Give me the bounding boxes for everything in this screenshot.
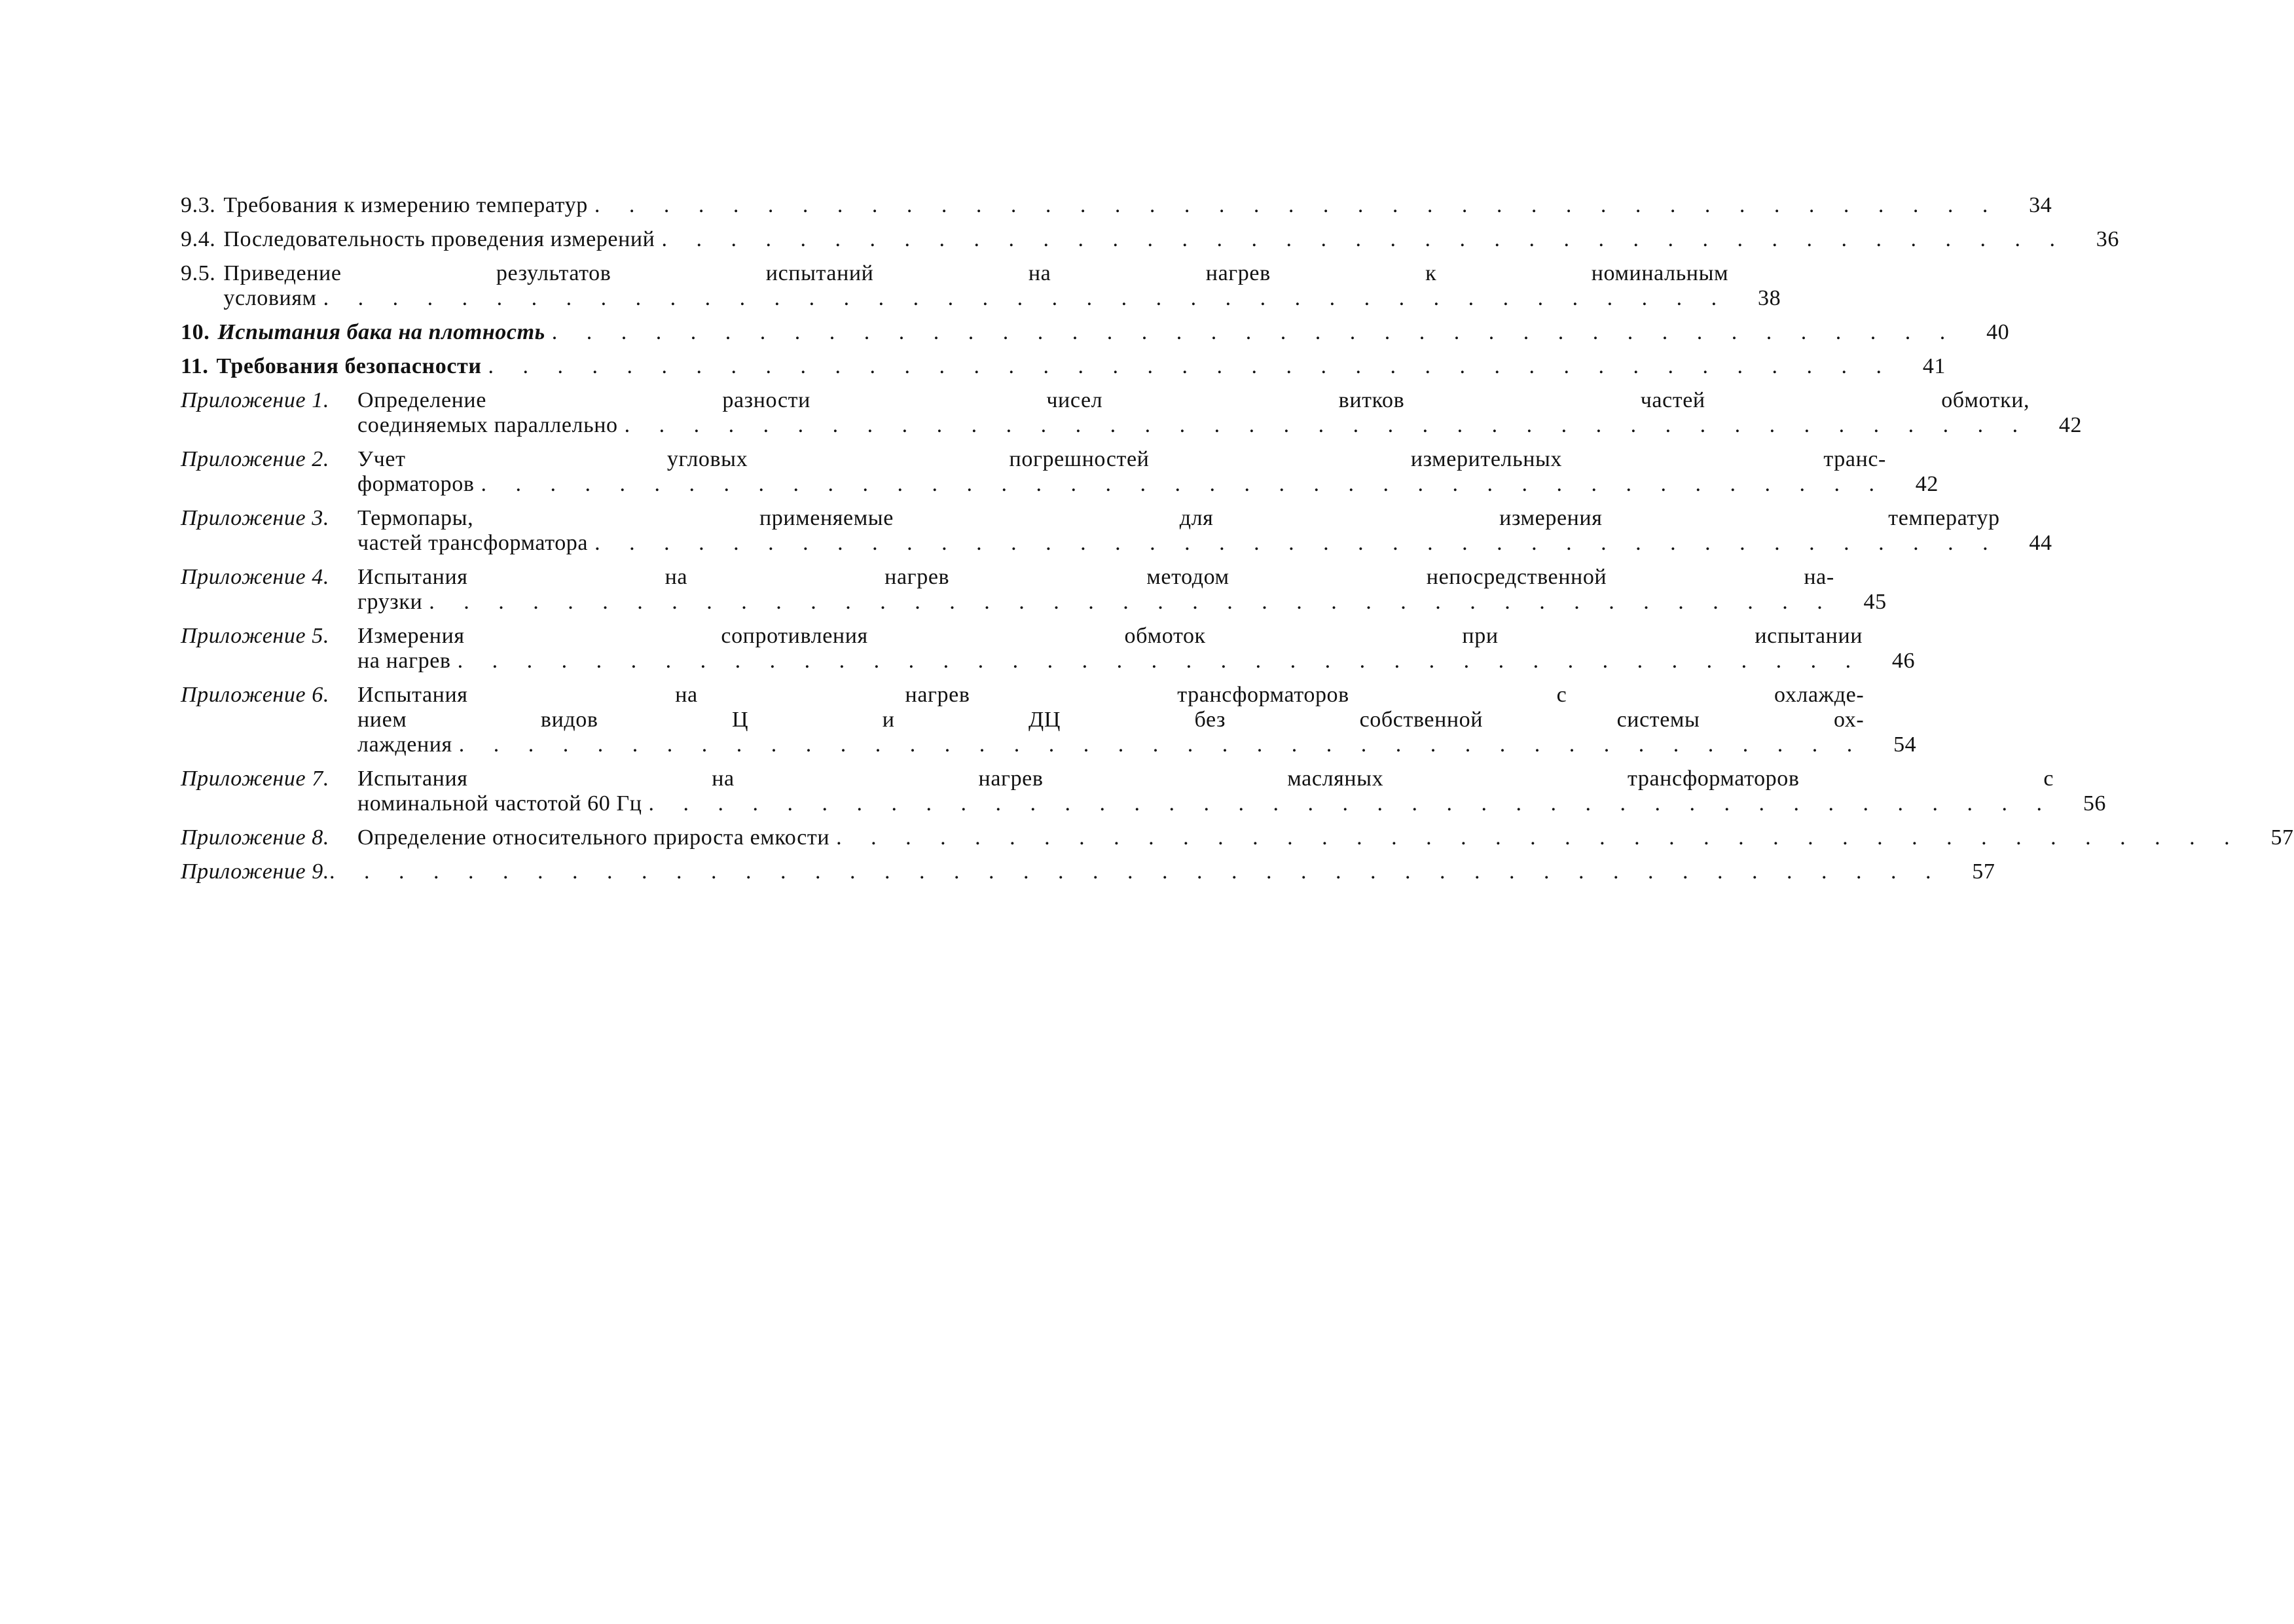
page-number: 40 <box>1986 320 2010 344</box>
section-number: 10. <box>181 320 210 344</box>
appendix-label: Приложение 4. <box>181 565 329 589</box>
appendix-label: Приложение 8. <box>181 825 329 850</box>
toc-entry-9-3 <box>181 193 2052 218</box>
page-number: 36 <box>2096 227 2119 251</box>
section-number: 11. <box>181 354 209 378</box>
appendix-title-line: Определение разности чисел витков частей обмотки, <box>357 388 2030 412</box>
appendix-title-line: номинальной частотой 60 Гц <box>357 791 642 816</box>
toc-entry-appendix-1 <box>181 388 2083 438</box>
section-title: Требования безопасности <box>216 354 482 378</box>
appendix-label: Приложение 3. <box>181 506 329 530</box>
toc-entry-appendix-2 <box>181 447 1939 497</box>
appendix-label: Приложение 5. <box>181 624 329 648</box>
dot-leader: . . . . . . . . . . . . . . . . . . . . . . . . . . . . . . . . . . . . . . . . . <box>661 227 2067 251</box>
dot-leader: . . . . . . . . . . . . . . . . . . . . . . . . . . . . . . . . . . . . . . . . . <box>836 825 2242 850</box>
toc-entry-appendix-6 <box>181 683 1917 757</box>
appendix-title-line: Испытания на нагрев масляных трансформаторов с <box>357 767 2054 791</box>
dot-leader: . . . . . . . . . . . . . . . . . . . . . . . . . . . . . . . . . . . . . . . . . <box>624 413 2030 437</box>
page-number: 42 <box>1915 472 1939 496</box>
page-number: 44 <box>2029 531 2052 555</box>
page-number: 41 <box>1922 354 1946 378</box>
toc-entry-9-5 <box>181 261 1781 311</box>
toc-entry-appendix-4 <box>181 565 1887 615</box>
page-number: 57 <box>2270 825 2294 850</box>
dot-leader: . . . . . . . . . . . . . . . . . . . . . . . . . . . . . . . . . . . . . . . . . <box>429 590 1834 614</box>
appendix-label: Приложение 9. <box>181 859 329 884</box>
section-title: Последовательность проведения измерений <box>223 227 655 251</box>
toc-entry-10 <box>181 320 2010 345</box>
appendix-label: Приложение 6. <box>181 683 329 707</box>
table-of-contents <box>181 193 2294 893</box>
dot-leader: . . . . . . . . . . . . . . . . . . . . . . . . . . . . . . . . . . . . . . . . . <box>594 193 2000 217</box>
toc-entry-appendix-8 <box>181 825 2294 850</box>
section-number: 9.5. <box>181 261 216 285</box>
appendix-title-line: частей трансформатора <box>357 531 589 555</box>
dot-leader: . . . . . . . . . . . . . . . . . . . . . . . . . . . . . . . . . . . . . . . . . <box>648 791 2054 816</box>
toc-entry-appendix-9 <box>181 859 1995 884</box>
appendix-label: Приложение 1. <box>181 388 329 412</box>
appendix-title-line: лаждения <box>357 732 452 757</box>
toc-entry-appendix-3 <box>181 506 2052 556</box>
toc-entry-appendix-5 <box>181 624 1916 674</box>
section-title-line: Приведение результатов испытаний на нагрев к номинальным <box>223 261 1729 285</box>
appendix-title-line: форматоров <box>357 472 475 496</box>
page-number: 38 <box>1757 286 1781 310</box>
page-number: 46 <box>1891 649 1916 673</box>
dot-leader: . . . . . . . . . . . . . . . . . . . . . . . . . . . . . . . . . . . . . . . . . <box>323 286 1729 310</box>
section-title: Требования к измерению температур <box>223 193 588 217</box>
appendix-title-line: соединяемых параллельно <box>357 413 618 437</box>
appendix-title-line: Определение относительного прироста емкости <box>357 825 830 850</box>
appendix-title-line: на нагрев <box>357 649 451 673</box>
dot-leader: . . . . . . . . . . . . . . . . . . . . . . . . . . . . . . . . . . . . . . . . . <box>458 732 1865 757</box>
page-number: 57 <box>1972 859 1995 884</box>
dot-leader: . . . . . . . . . . . . . . . . . . . . . . . . . . . . . . . . . . . . . . . . . <box>594 531 2000 555</box>
page-number: 42 <box>2058 413 2083 437</box>
page-number: 56 <box>2083 791 2107 816</box>
section-title: Испытания бака на плотность <box>217 320 545 344</box>
dot-leader: . . . . . . . . . . . . . . . . . . . . . . . . . . . . . . . . . . . . . . . . . <box>488 354 1894 378</box>
appendix-title-line: Испытания на нагрев методом непосредственной на- <box>357 565 1834 589</box>
appendix-label: Приложение 7. <box>181 767 329 791</box>
dot-leader: . . . . . . . . . . . . . . . . . . . . . . . . . . . . . . . . . . . . . . . . . <box>457 649 1863 673</box>
appendix-title-line: Испытания на нагрев трансформаторов с охлажде- <box>357 683 1865 707</box>
appendix-title-line: Термопары, применяемые для измерения температур <box>357 506 2000 530</box>
toc-entry-9-4 <box>181 227 2119 252</box>
dot-leader: . . . . . . . . . . . . . . . . . . . . . . . . . . . . . . . . . . . . . . . . . . . . . . . <box>329 859 1943 884</box>
section-number: 9.3. <box>181 193 216 217</box>
page-number: 54 <box>1893 732 1917 757</box>
dot-leader: . . . . . . . . . . . . . . . . . . . . . . . . . . . . . . . . . . . . . . . . . <box>481 472 1886 496</box>
appendix-title-line: нием видов Ц и ДЦ без собственной системы ох- <box>357 708 1865 732</box>
appendix-title-line: Учет угловых погрешностей измерительных транс- <box>357 447 1886 471</box>
section-title-line: условиям <box>223 286 317 310</box>
page-number: 45 <box>1863 590 1887 614</box>
appendix-title-line: грузки <box>357 590 423 614</box>
dot-leader: . . . . . . . . . . . . . . . . . . . . . . . . . . . . . . . . . . . . . . . . . <box>551 320 1957 344</box>
page-number: 34 <box>2029 193 2052 217</box>
appendix-label: Приложение 2. <box>181 447 329 471</box>
appendix-title-line: Измерения сопротивления обмоток при испытании <box>357 624 1863 648</box>
toc-entry-appendix-7 <box>181 767 2107 816</box>
toc-entry-11 <box>181 354 1946 379</box>
section-number: 9.4. <box>181 227 216 251</box>
